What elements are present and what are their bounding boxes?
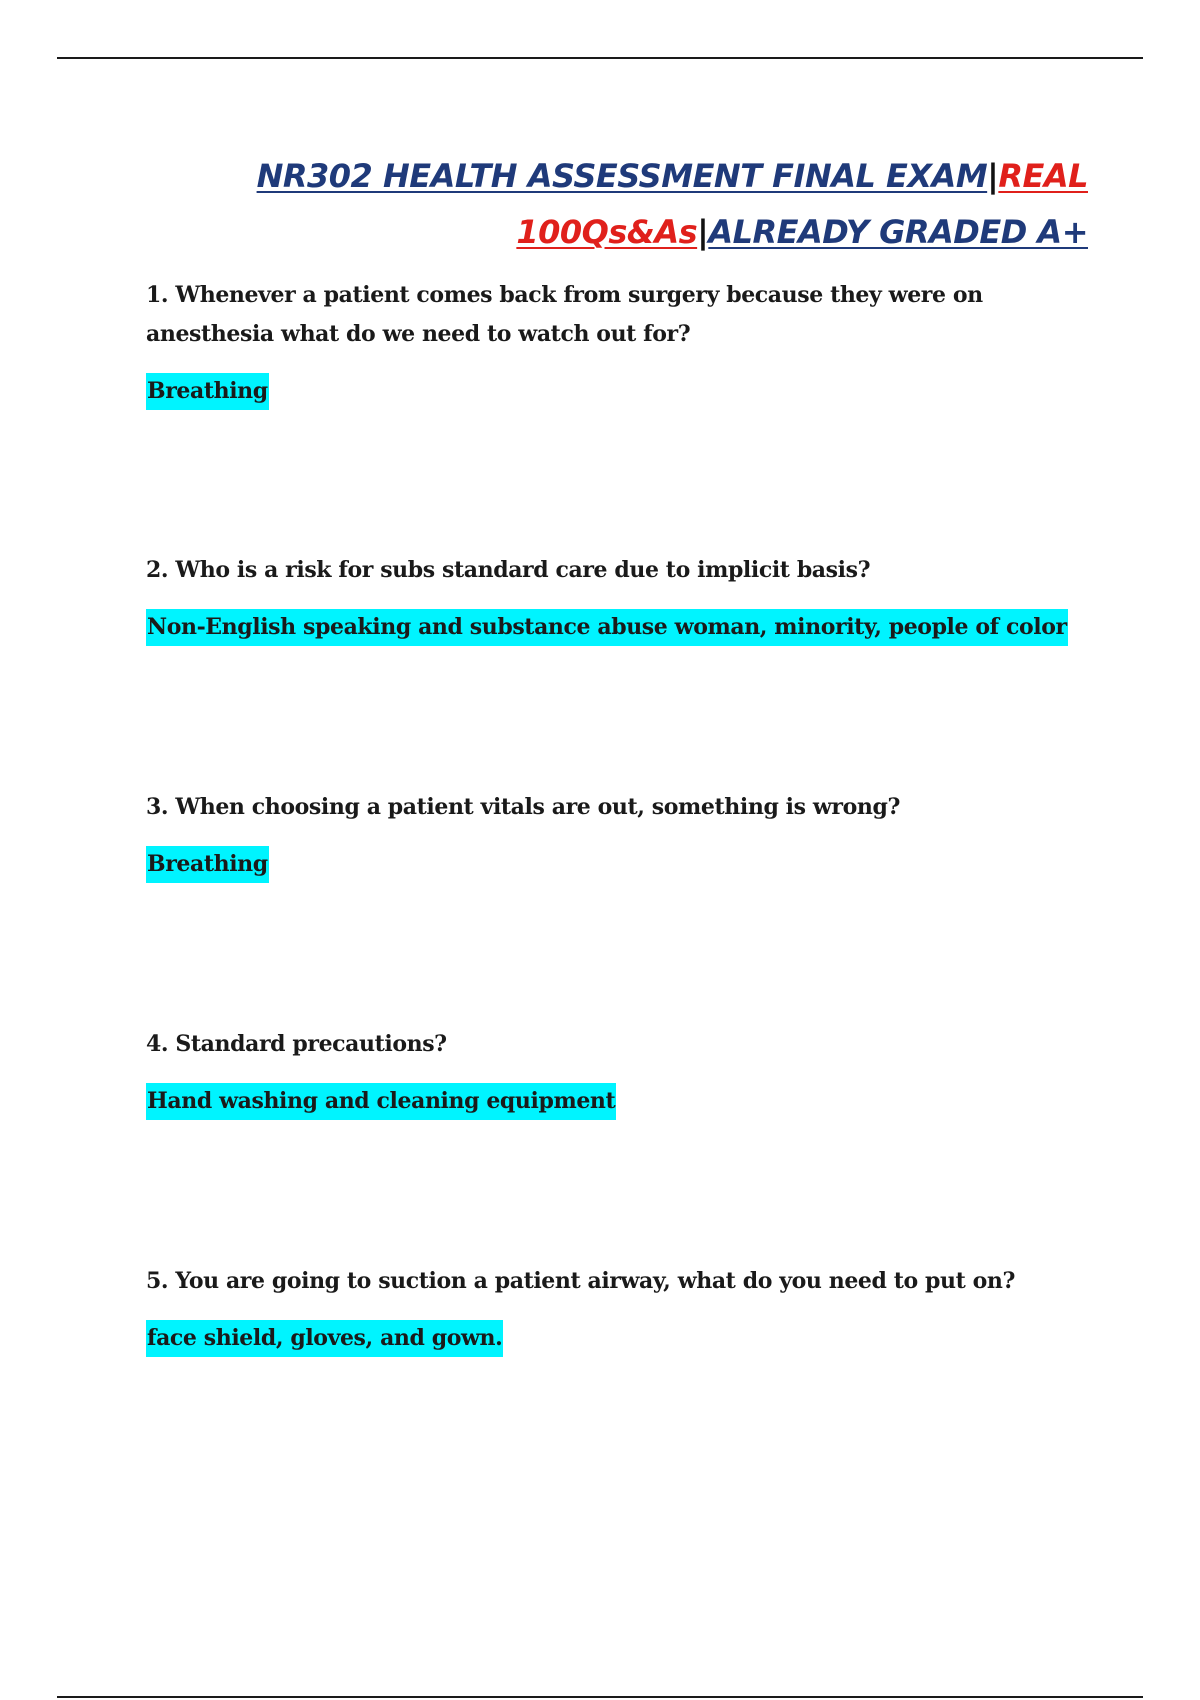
qa-item	[146, 788, 1096, 883]
title-part-count: 100Qs&As	[516, 213, 698, 251]
question-text: 5. You are going to suction a patient airway, what do you need to put on?	[146, 1268, 1016, 1294]
title-separator: |	[697, 213, 709, 251]
answer-highlight: Breathing	[146, 846, 269, 883]
answer-highlight: Breathing	[146, 373, 269, 410]
answer-highlight: Hand washing and cleaning equipment	[146, 1083, 616, 1120]
title-part-graded: ALREADY GRADED A+	[708, 213, 1088, 251]
qa-item	[146, 276, 1096, 410]
title-separator: |	[987, 157, 999, 195]
bottom-rule	[57, 1696, 1143, 1698]
question-text: 4. Standard precautions?	[146, 1031, 447, 1057]
answer-highlight: face shield, gloves, and gown.	[146, 1320, 503, 1357]
title-part-real: REAL	[998, 157, 1088, 195]
title-part-course: NR302 HEALTH ASSESSMENT FINAL EXAM	[256, 157, 988, 195]
question-text: 2. Who is a risk for subs standard care due to implicit basis?	[146, 557, 871, 583]
question-text: 3. When choosing a patient vitals are out, something is wrong?	[146, 794, 900, 820]
top-rule	[57, 57, 1143, 59]
qa-item	[146, 1262, 1096, 1357]
qa-item	[146, 551, 1096, 646]
question-text: 1. Whenever a patient comes back from surgery because they were on anesthesia what do we need to watch out for?	[146, 282, 983, 347]
qa-item	[146, 1025, 1096, 1120]
answer-highlight: Non-English speaking and substance abuse woman, minority, people of color	[146, 609, 1068, 646]
document-title	[140, 148, 1088, 260]
